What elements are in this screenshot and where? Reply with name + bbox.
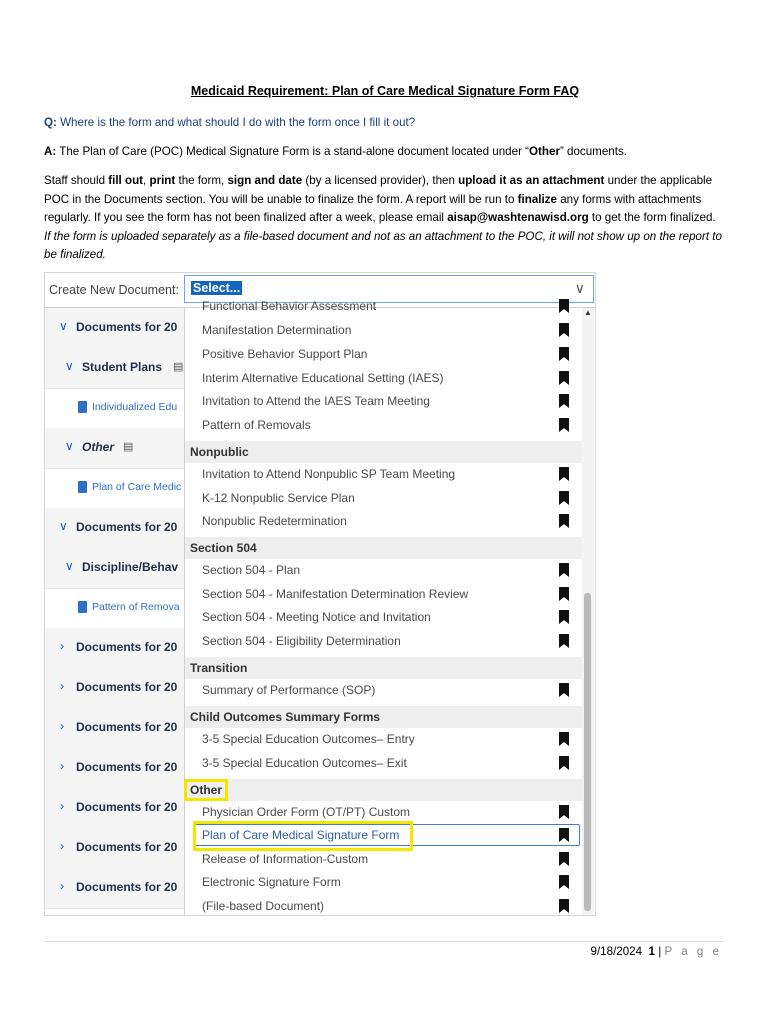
staff-text-3: the form,: [175, 174, 228, 187]
option-label: Plan of Care Medical Signature Form: [202, 828, 400, 842]
document-icon: ▤: [173, 361, 184, 373]
bookmark-icon: [559, 371, 569, 385]
option-label: K-12 Nonpublic Service Plan: [202, 491, 355, 505]
create-document-label: Create New Document:: [49, 283, 179, 297]
option-label: Section 504 - Plan: [202, 563, 301, 577]
chevron-down-icon[interactable]: ∨: [59, 319, 68, 333]
tree-label: Student Plans: [82, 360, 163, 374]
footer-divider: [44, 941, 724, 942]
document-icon: [78, 601, 87, 613]
tree-documents-group[interactable]: [45, 668, 185, 709]
option-label: Invitation to Attend the IAES Team Meeting: [202, 394, 430, 408]
tree-documents-group[interactable]: [45, 748, 185, 789]
dropdown-option[interactable]: [185, 679, 583, 703]
group-label: Nonpublic: [190, 445, 249, 459]
tree-label: Other: [82, 440, 115, 454]
option-label: Summary of Performance (SOP): [202, 683, 376, 697]
dropdown-option[interactable]: [185, 487, 583, 511]
document-icon: [78, 481, 87, 493]
tree-documents-group[interactable]: [45, 868, 185, 909]
dropdown-option[interactable]: [185, 871, 583, 895]
option-label: (File-based Document): [202, 899, 325, 913]
option-label: Functional Behavior Assessment: [202, 299, 377, 313]
option-label: Pattern of Removals: [202, 418, 311, 432]
tree-label: Documents for 20: [76, 880, 178, 894]
dropdown-option[interactable]: [185, 728, 583, 752]
bookmark-icon: [559, 610, 569, 624]
bookmark-icon: [559, 299, 569, 313]
bookmark-icon: [559, 732, 569, 746]
chevron-down-icon[interactable]: ∨: [59, 519, 68, 533]
dropdown-option[interactable]: [185, 583, 583, 607]
option-label: 3-5 Special Education Outcomes– Entry: [202, 732, 415, 746]
tree-label: Documents for 20: [76, 720, 178, 734]
bookmark-icon: [559, 467, 569, 481]
page-footer: [591, 945, 723, 958]
bookmark-icon: [559, 875, 569, 889]
dropdown-option[interactable]: [185, 752, 583, 776]
staff-bold-4: upload it as an attachment: [458, 174, 605, 187]
dropdown-option[interactable]: [185, 414, 583, 438]
tree-document-label: Plan of Care Medic: [92, 481, 182, 493]
chevron-right-icon[interactable]: ›: [60, 639, 64, 653]
dropdown-option[interactable]: [185, 295, 583, 319]
bookmark-icon: [559, 491, 569, 505]
chevron-right-icon[interactable]: ›: [60, 719, 64, 733]
footer-separator: |: [658, 945, 662, 958]
tree-other[interactable]: [45, 428, 185, 469]
group-label: Section 504: [190, 541, 257, 555]
bookmark-icon: [559, 852, 569, 866]
option-label: Section 504 - Eligibility Determination: [202, 634, 401, 648]
staff-text-1: Staff should: [44, 174, 109, 187]
option-label: Invitation to Attend Nonpublic SP Team Meeting: [202, 467, 456, 481]
group-label: Transition: [190, 661, 248, 675]
tree-documents-group[interactable]: [45, 708, 185, 749]
tree-label: Discipline/Behav: [82, 560, 179, 574]
select-value: Select...: [193, 281, 241, 295]
chevron-right-icon[interactable]: ›: [60, 879, 64, 893]
dropdown-option[interactable]: [185, 343, 583, 367]
footer-date: 9/18/2024: [590, 945, 643, 958]
scrollbar-thumb[interactable]: [584, 593, 591, 911]
tree-label: Documents for 20: [76, 320, 178, 334]
dropdown-group-header: [185, 441, 583, 463]
dropdown-option[interactable]: [185, 463, 583, 487]
dropdown-option[interactable]: [185, 319, 583, 343]
tree-label: Documents for 20: [76, 760, 178, 774]
option-label: Positive Behavior Support Plan: [202, 347, 368, 361]
chevron-right-icon[interactable]: ›: [60, 799, 64, 813]
chevron-right-icon[interactable]: ›: [60, 839, 64, 853]
footer-page-number: 1: [648, 945, 655, 958]
staff-bold-1: fill out: [108, 174, 144, 187]
option-label: Interim Alternative Educational Setting (IAES): [202, 371, 444, 385]
bookmark-icon: [559, 323, 569, 337]
option-label: Nonpublic Redetermination: [202, 514, 347, 528]
question-text: Where is the form and what should I do with the form once I fill it out?: [56, 116, 416, 129]
option-label: Physician Order Form (OT/PT) Custom: [202, 805, 411, 819]
bookmark-icon: [559, 394, 569, 408]
tree-label: Documents for 20: [76, 800, 178, 814]
dropdown-group-header: [185, 779, 583, 801]
staff-text-6: any forms with attachments regularly. If you see the form has not been finalized after a week, please email: [44, 192, 702, 224]
option-label: Electronic Signature Form: [202, 875, 341, 889]
dropdown-option[interactable]: [185, 390, 583, 414]
staff-bold-5: finalize: [517, 192, 557, 206]
staff-text-7: to get the form finalized.: [588, 211, 716, 224]
chevron-down-icon[interactable]: ∨: [65, 559, 74, 573]
chevron-right-icon[interactable]: ›: [60, 759, 64, 773]
tree-documents-group[interactable]: [45, 628, 185, 669]
chevron-down-icon[interactable]: ∨: [574, 280, 585, 296]
option-label: Manifestation Determination: [202, 323, 352, 337]
embedded-screenshot: [44, 272, 596, 916]
tree-label: Documents for 20: [76, 640, 178, 654]
dropdown-option[interactable]: [185, 367, 583, 391]
tree-student-plans[interactable]: [45, 348, 185, 389]
scroll-up-arrow-icon[interactable]: ▲: [584, 308, 592, 317]
answer-text-end: ” documents.: [559, 145, 627, 158]
question-prefix: Q:: [44, 116, 57, 129]
tree-document-label: Pattern of Remova: [92, 601, 180, 613]
question: [44, 114, 724, 133]
dropdown-option[interactable]: [185, 510, 583, 534]
tree-documents-group[interactable]: [45, 308, 185, 349]
group-label: Other: [190, 783, 223, 797]
option-label: Section 504 - Manifestation Determination Review: [202, 587, 469, 601]
dropdown-group-header: [185, 537, 583, 559]
staff-italic-note: If the form is uploaded separately as a file-based document and not as an attachment to the POC, it will not show up on the report to be finalized.: [44, 229, 722, 261]
tree-documents-group[interactable]: [45, 828, 185, 869]
tree-document-item[interactable]: [45, 588, 185, 629]
bookmark-icon: [559, 514, 569, 528]
tree-documents-group[interactable]: [45, 508, 185, 549]
dropdown-option[interactable]: [185, 606, 583, 630]
highlight-other-header: [184, 779, 228, 801]
dropdown-group-header: [185, 657, 583, 679]
chevron-down-icon[interactable]: ∨: [65, 439, 74, 453]
tree-discipline[interactable]: [45, 548, 185, 589]
dropdown-group-header: [185, 706, 583, 728]
tree-documents-group[interactable]: [45, 788, 185, 829]
staff-text-4: (by a licensed provider), then: [302, 174, 459, 187]
answer-prefix: A:: [44, 145, 57, 158]
answer: [44, 143, 724, 162]
dropdown-option[interactable]: [185, 630, 583, 654]
bookmark-icon: [559, 563, 569, 577]
option-label: 3-5 Special Education Outcomes– Exit: [202, 756, 407, 770]
chevron-right-icon[interactable]: ›: [60, 679, 64, 693]
footer-page-word: P a g e: [664, 945, 722, 958]
staff-bold-3: sign and date: [227, 174, 303, 187]
bookmark-icon: [559, 634, 569, 648]
documents-tree: [45, 308, 185, 915]
dropdown-option[interactable]: [185, 559, 583, 583]
email-address[interactable]: aisap@washtenawisd.org: [447, 211, 589, 224]
bookmark-icon: [559, 683, 569, 697]
page-title: Medicaid Requirement: Plan of Care Medical Signature Form FAQ: [190, 84, 580, 98]
staff-bold-2: print: [149, 174, 176, 187]
answer-text: The Plan of Care (POC) Medical Signature Form is a stand-alone document located under “: [56, 145, 530, 158]
tree-document-item[interactable]: [45, 468, 185, 509]
bookmark-icon: [559, 805, 569, 819]
tree-label: Documents for 20: [76, 520, 178, 534]
staff-text-2: ,: [143, 174, 150, 187]
dropdown-option[interactable]: [185, 895, 583, 919]
bookmark-icon: [559, 418, 569, 432]
option-label: Section 504 - Meeting Notice and Invitation: [202, 610, 431, 624]
answer-bold-other: Other: [529, 145, 560, 158]
document-icon: [78, 401, 87, 413]
tree-label: Documents for 20: [76, 680, 178, 694]
staff-instructions: [44, 172, 724, 265]
dropdown-scrollbar[interactable]: [582, 308, 594, 915]
highlight-plan-of-care-option: [193, 821, 413, 851]
bookmark-icon: [559, 587, 569, 601]
group-label: Child Outcomes Summary Forms: [190, 710, 381, 724]
dropdown-option[interactable]: [185, 848, 583, 872]
attachment-icon: ▤: [123, 441, 134, 453]
bookmark-icon: [559, 347, 569, 361]
option-label: Release of Information-Custom: [202, 852, 369, 866]
bookmark-icon: [559, 899, 569, 913]
tree-document-label: Individualized Edu: [92, 401, 178, 413]
staff-text-5: under the applicable POC in the Documents section. You will be unable to finalize the form. A report will be run to: [44, 174, 713, 206]
tree-document-item[interactable]: [45, 388, 185, 429]
bookmark-icon: [559, 756, 569, 770]
tree-label: Documents for 20: [76, 840, 178, 854]
chevron-down-icon[interactable]: ∨: [65, 359, 74, 373]
